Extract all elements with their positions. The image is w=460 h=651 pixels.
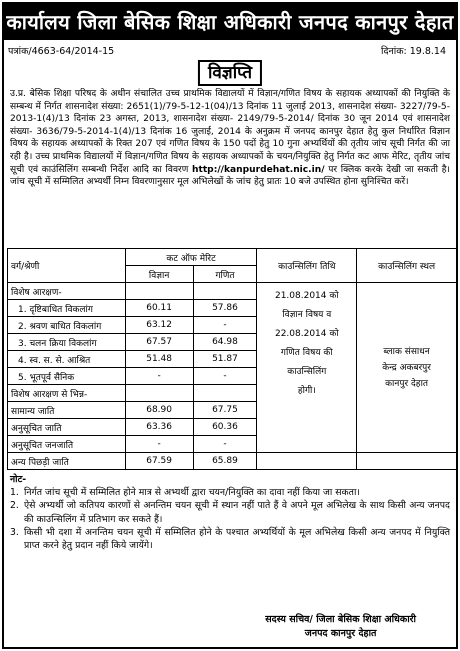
letter-number: पत्रांक/4663-64/2014-15 [8,46,115,57]
science-cutoff: 60.11 [125,300,193,317]
venue-line: केन्द्र अकबरपुर [382,362,431,373]
schedule-line: काउन्सिलिंग [287,367,327,377]
reference-line [4,40,456,58]
notice-title: विज्ञप्ति [198,60,262,86]
schedule-line: होगी। [297,386,316,396]
notes-section [4,470,456,552]
row-label: अन्य पिछड़ी जाति [8,453,126,470]
note-text: निर्गत जांच सूची में सम्मिलित होने मात्र से अभ्यर्थी द्वारा चयन/नियुक्ति का दावा नहीं किया जा सकता। [24,487,360,499]
science-cutoff: - [125,368,193,385]
table-header-row [8,249,457,266]
row-label: अनुसूचित जाति [8,419,126,436]
row-label: 3. चलन क्रिया विकलांग [8,334,126,351]
special-reservation-label: विशेष आरक्षण- [8,283,126,300]
table-row [8,283,457,300]
science-cutoff: 68.90 [125,402,193,419]
header-cutoff: कट ऑफ मेरिट [125,249,257,266]
header-math: गणित [193,266,257,283]
signatory-title: सदस्य सचिव/ जिला बेसिक शिक्षा अधिकारी [265,614,416,625]
signatory-district: जनपद कानपुर देहात [304,628,377,639]
office-header: कार्यालय जिला बेसिक शिक्षा अधिकारी जनपद कानपुर देहात [4,4,456,40]
math-cutoff: 64.98 [193,334,257,351]
row-label: 4. स्व. स. से. आश्रित [8,351,126,368]
notice-document [2,2,458,649]
science-cutoff: 63.36 [125,419,193,436]
math-cutoff: 51.87 [193,351,257,368]
row-label: 5. भूतपूर्व सैनिक [8,368,126,385]
note-number: 3. [10,526,19,538]
notice-body-text-1: उ.प्र. बेसिक शिक्षा परिषद के अधीन संचालित उच्च प्राथमिक विद्यालयों में विज्ञान/गणित विषय के सहायक अध्यापकों की नियुक्ति के सम्बन्ध में निर्गत शासनादेश संख्या: 2651(1)/79-5-12-1(04)/13 दिनांक 11 जुलाई 2013, शासनादेश संख्या- 3227/79-5-2013-1(4)/13 दिनांक 23 अगस्त, 2013, शासनादेश संख्या- 2149/79-5-2014/ दिनांक 30 जून 2014 एवं शासनादेश संख्या- 3636/79-5-2014-1(4)/13 दिनांक 16 जुलाई, 2014 के अनुक्रम में जनपद कानपुर देहात हेतु कुल निर्धारित विज्ञान विषय के सहायक अध्यापकों के रिक्त 207 एवं गणित विषय के 150 पदों हेतु 10 गुना अभ्यर्थियों की तृतीय जांच सूची निर्गत की जा रही है। उच्च प्राथमिक विद्यालयों में विज्ञान/गणित विषय के सहायक अध्यापकों के चयन/नियुक्ति हेतु निर्गत कट आफ मेरिट, तृतीय जांच सूची एवं काउंसिलिंग सम्बन्धी निर्देश आदि का विवरण [10,89,450,175]
schedule-line: विज्ञान विषय व [282,310,332,320]
science-cutoff: 67.59 [125,453,193,470]
notice-body-text-2: पर क्लिक करके देखी जा सकती है। जांच सूची में सम्मिलित अभ्यर्थी निम्न विवरणानुसार मूल अभिलेखों के जांच हेतु प्रातः 10 बजे उपस्थित होना सुनिश्चित करें। [10,164,450,188]
table-row [8,453,457,470]
math-cutoff: 57.86 [193,300,257,317]
note-text: किसी भी दशा में अनन्तिम चयन सूची में सम्मिलित होने के पश्चात अभ्यर्थियों के मूल अभिलेख किसी अन्य जनपद में नियुक्ति प्राप्त करने हेतु प्रदान नहीं किये जायेंगे। [24,526,450,552]
math-cutoff: 60.36 [193,419,257,436]
cutoff-merit-table [7,248,457,470]
header-category: वर्ग/श्रेणी [8,249,126,283]
row-label: सामान्य जाति [8,402,126,419]
counselling-venue [357,283,457,453]
other-than-special-label: विशेष आरक्षण से भिन्न- [8,385,126,402]
schedule-line: 22.08.2014 को [274,329,339,339]
header-science: विज्ञान [125,266,193,283]
math-cutoff: - [193,368,257,385]
note-item [10,486,450,499]
website-link[interactable]: http://kanpurdehat.nic.in/ [192,164,325,175]
letter-date: दिनांक: 19.8.14 [380,46,446,57]
note-number: 1. [10,487,19,499]
math-cutoff: 65.89 [193,453,257,470]
note-text: ऐसे अभ्यर्थी जो कतिपय कारणों से अनन्तिम चयन सूची में स्थान नहीं पाते हैं वे अपने मूल अभिलेख के साथ किसी अन्य जनपद की काउन्सिलिंग में प्रतिभाग कर सकते हैं। [24,500,450,525]
header-counselling-date: काउन्सिलिंग तिथि [257,249,357,283]
row-label: 1. दृष्टिबाधित विकलांग [8,300,126,317]
note-number: 2. [10,500,19,512]
venue-line: कानपुर देहात [385,378,429,389]
notice-title-wrap [4,58,456,88]
note-item [10,499,450,525]
math-cutoff: 67.75 [193,402,257,419]
math-cutoff: - [193,317,257,334]
row-label: अनुसूचित जनजाति [8,436,126,453]
header-counselling-place: काउन्सिलिंग स्थल [357,249,457,283]
venue-line: ब्लाक संसाधन [383,346,430,357]
science-cutoff: 63.12 [125,317,193,334]
note-item [10,526,450,552]
notice-body [4,88,456,246]
schedule-line: 21.08.2014 को [274,291,339,301]
science-cutoff: - [125,436,193,453]
signature-block [265,613,416,641]
counselling-schedule [257,283,357,453]
math-cutoff: - [193,436,257,453]
science-cutoff: 51.48 [125,351,193,368]
science-cutoff: 67.57 [125,334,193,351]
schedule-line: गणित विषय की [280,348,333,358]
notes-heading: नोट- [10,474,27,485]
row-label: 2. श्रवण बाधित विकलांग [8,317,126,334]
